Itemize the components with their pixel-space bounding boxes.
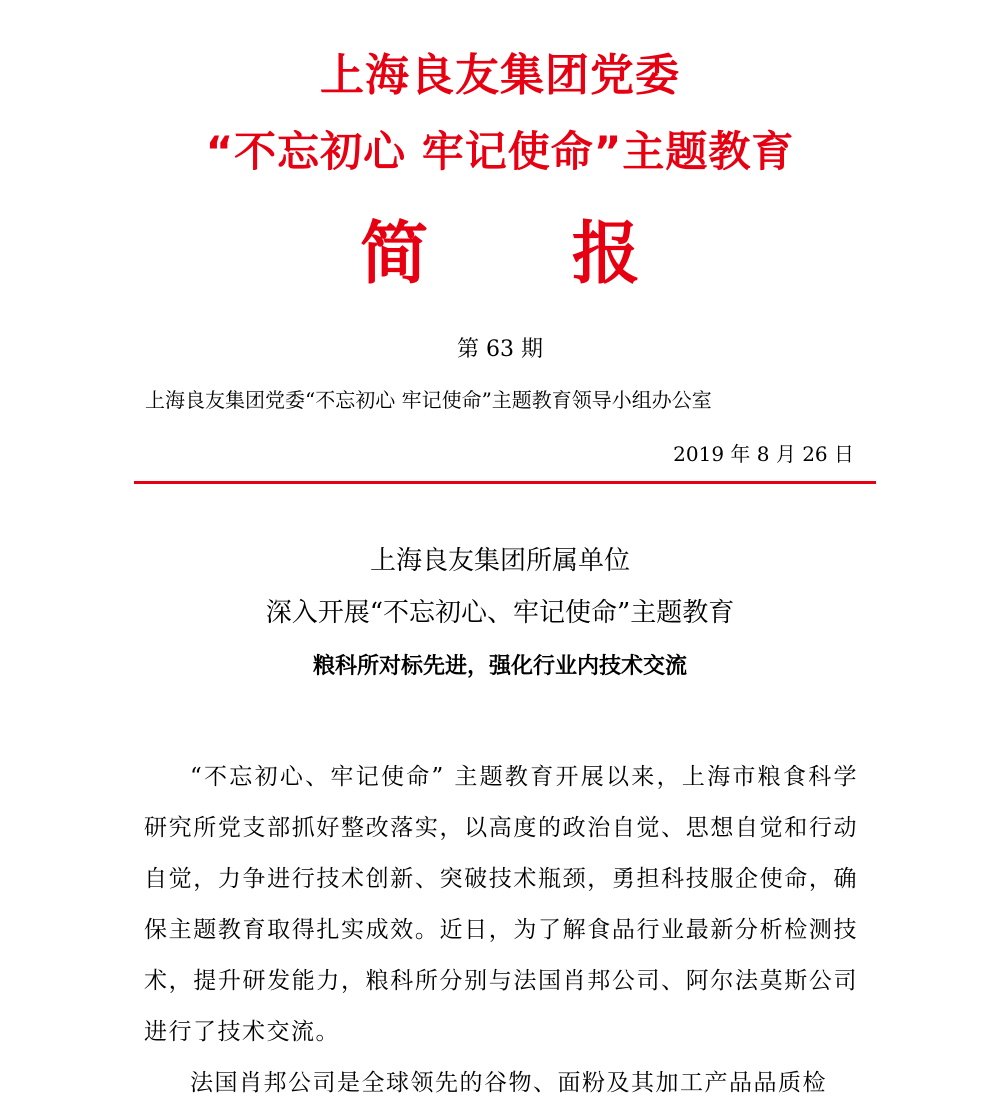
campaign-title: “不忘初心 牢记使命”主题教育 (205, 127, 795, 176)
article-title-line2: 深入开展“不忘初心、牢记使命”主题教育 (265, 598, 735, 628)
issue-number: 第 63 期 (457, 337, 543, 362)
bulletin-title: 简 报 (360, 214, 700, 294)
issuing-office: 上海良友集团党委“不忘初心 牢记使命”主题教育领导小组办公室 (145, 388, 712, 412)
red-divider (134, 481, 876, 484)
body-paragraph: 法国肖邦公司是全球领先的谷物、面粉及其加工产品品质检 (190, 1070, 827, 1096)
issue-date: 2019 年 8 月 26 日 (673, 442, 854, 466)
org-title: 上海良友集团党委 (320, 50, 680, 101)
body-paragraph: “不忘初心、牢记使命” 主题教育开展以来，上海市粮食科学研究所党支部抓好整改落实，以高度的政治自觉、思想自觉和行动自觉，力争进行技术创新、突破技术瓶颈，勇担科技服企使命，确保主题教育取得扎实成效。近日，为了解食品行业最新分析检测技术，提升研发能力，粮科所分别与法国肖邦公司、阿尔法莫斯公司进行了技术交流。 (144, 764, 858, 1045)
article-subtitle: 粮科所对标先进，强化行业内技术交流 (312, 653, 687, 679)
article-body (144, 752, 858, 1109)
article-title-line1: 上海良友集团所属单位 (369, 546, 630, 576)
